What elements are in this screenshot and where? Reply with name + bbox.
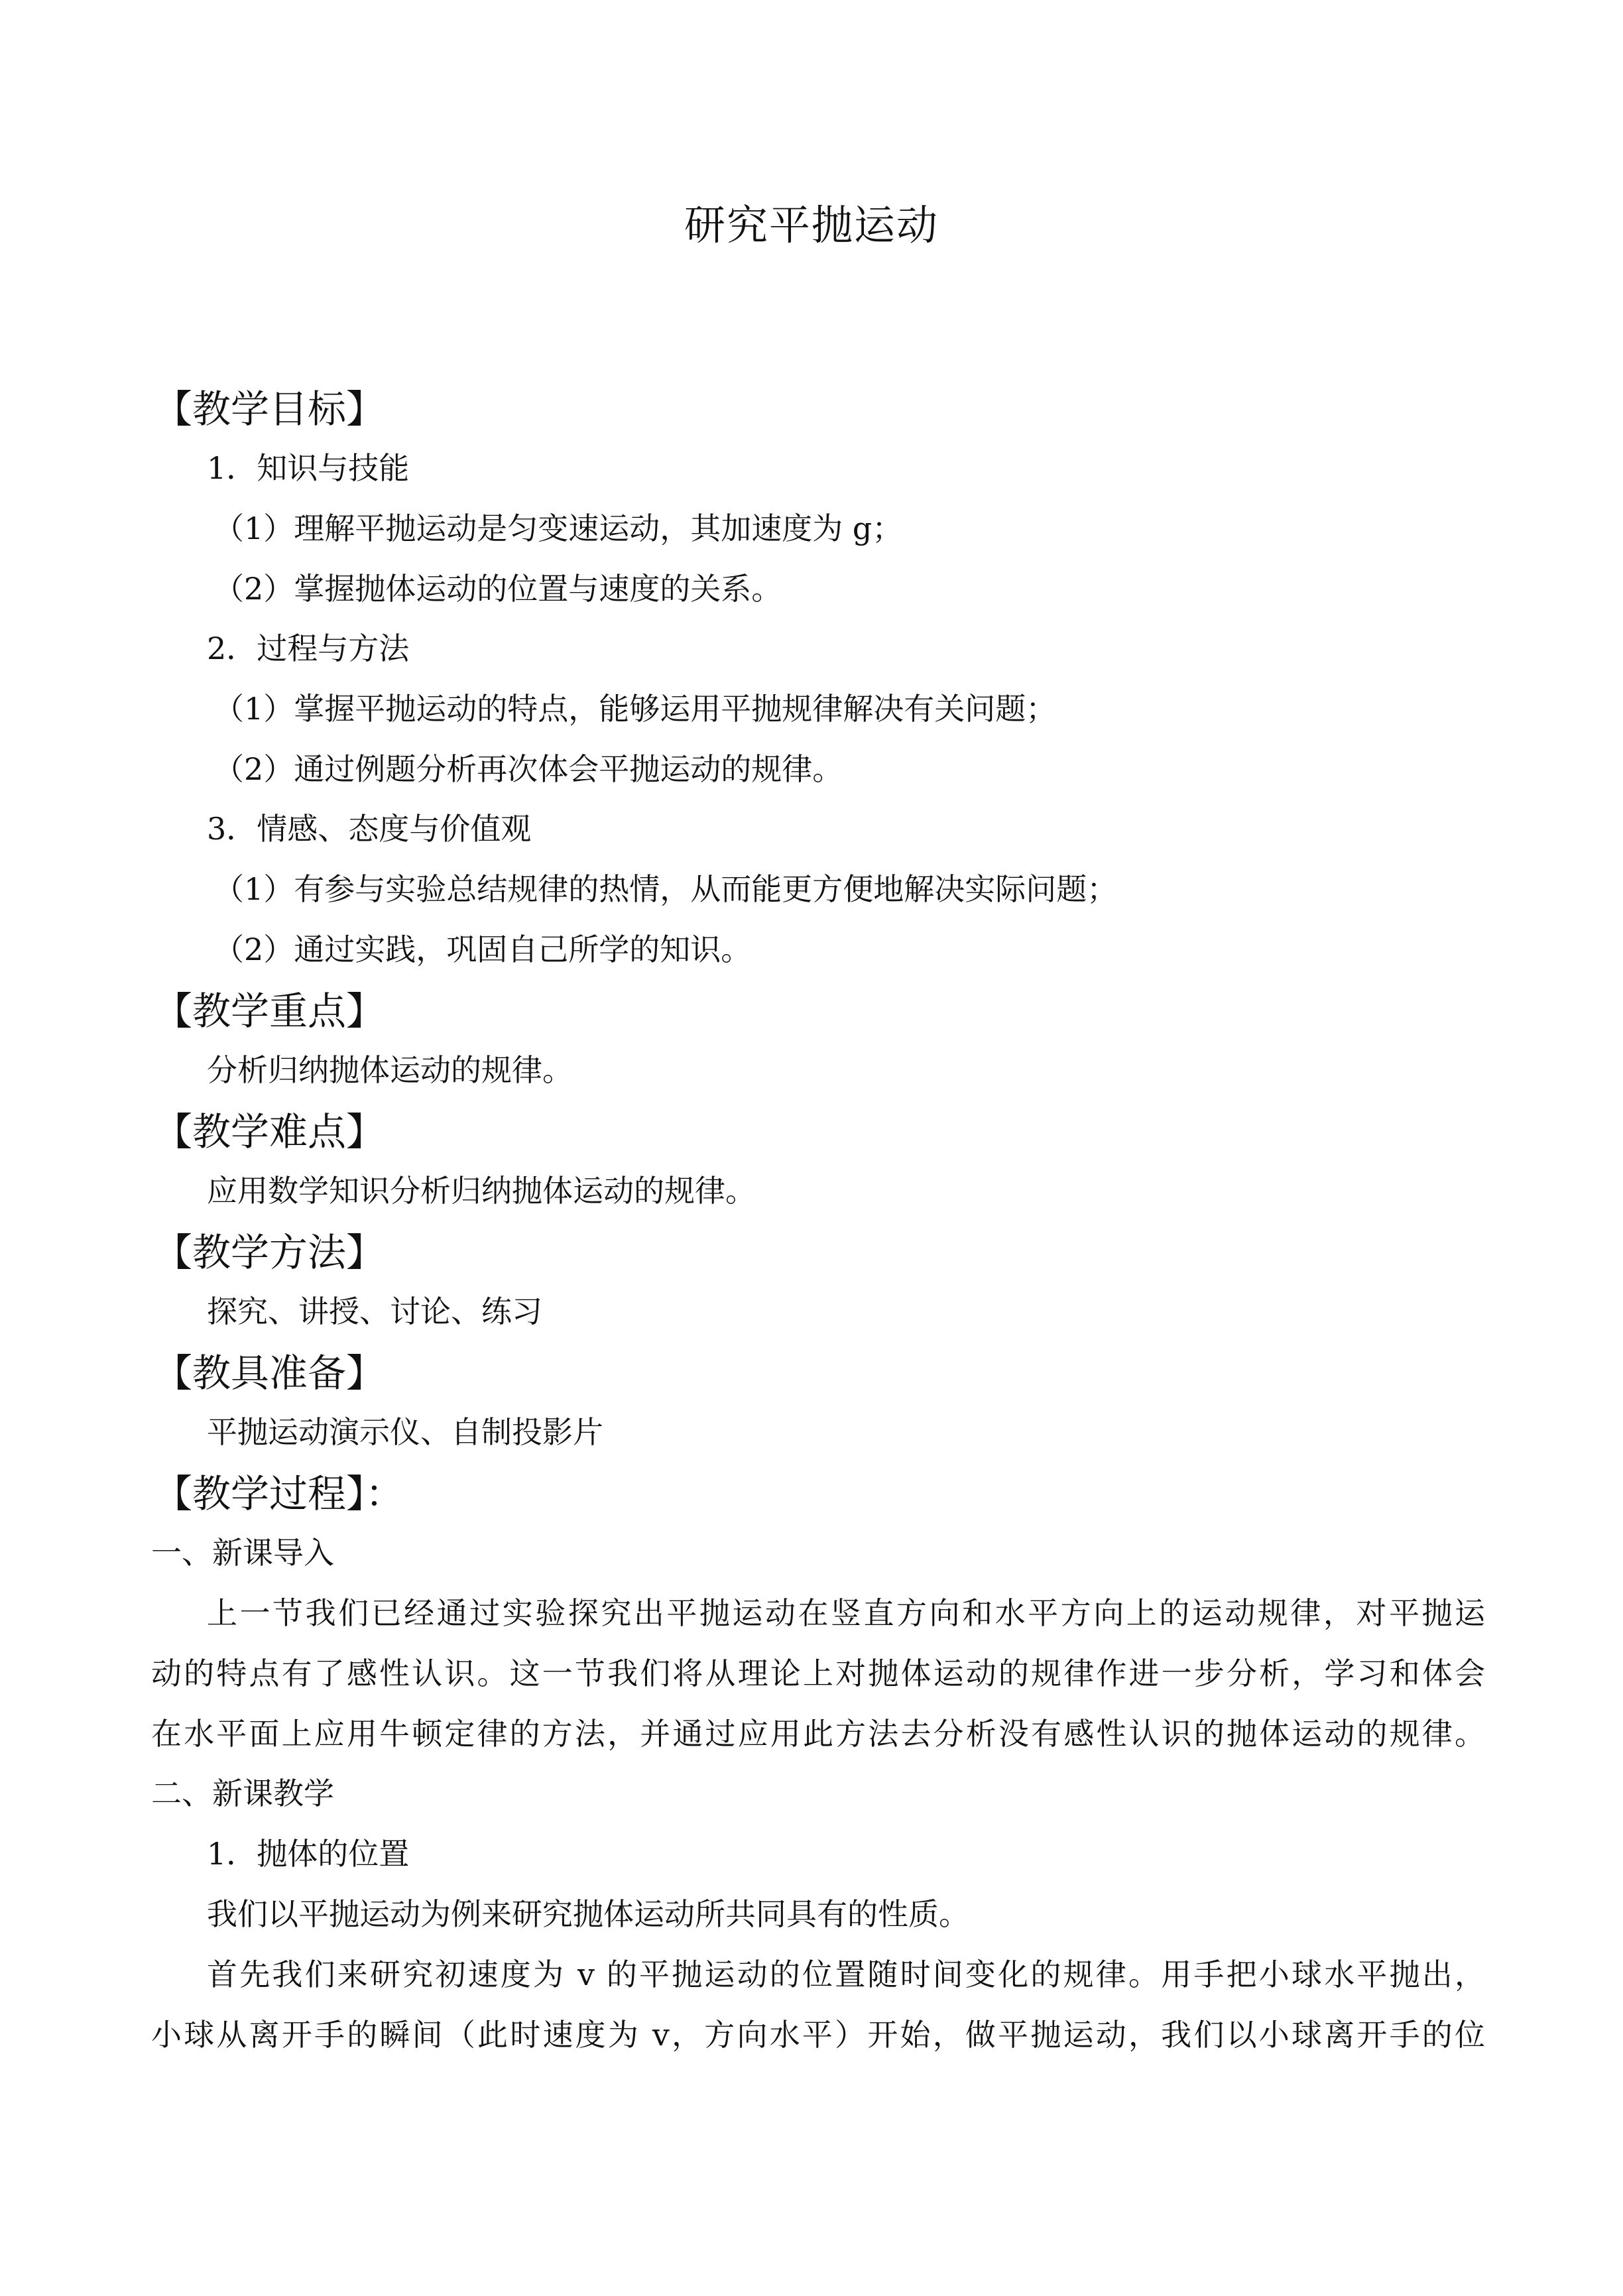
process-part2-line1: 首先我们来研究初速度为 v 的平抛运动的位置随时间变化的规律。用手把小球水平抛出， [207, 1957, 1485, 1992]
document-title: 研究平抛运动 [684, 201, 939, 249]
heading-tools: 【教具准备】 [154, 1351, 385, 1396]
process-part2-title: 二、新课教学 [151, 1776, 334, 1811]
goal-item-values: 3．情感、态度与价值观 [207, 811, 532, 847]
goal-process-sub1: （1）掌握平抛运动的特点，能够运用平抛规律解决有关问题； [213, 691, 1057, 727]
process-part1-line3: 在水平面上应用牛顿定律的方法，并通过应用此方法去分析没有感性认识的抛体运动的规律。 [151, 1716, 1485, 1752]
tools-text: 平抛运动演示仪、自制投影片 [207, 1414, 603, 1450]
methods-text: 探究、讲授、讨论、练习 [207, 1294, 542, 1329]
key-points-text: 分析归纳抛体运动的规律。 [207, 1052, 573, 1088]
goal-item-process: 2．过程与方法 [207, 631, 410, 666]
process-part1-line2: 动的特点有了感性认识。这一节我们将从理论上对抛体运动的规律作进一步分析，学习和体会 [151, 1656, 1485, 1691]
goal-item-knowledge: 1．知识与技能 [207, 450, 410, 486]
process-part2-item1: 1．抛体的位置 [207, 1836, 410, 1872]
process-part1-line1: 上一节我们已经通过实验探究出平抛运动在竖直方向和水平方向上的运动规律，对平抛运 [207, 1595, 1485, 1631]
heading-process: 【教学过程】： [154, 1471, 404, 1516]
goal-process-sub2: （2）通过例题分析再次体会平抛运动的规律。 [213, 751, 843, 787]
heading-key-points: 【教学重点】 [154, 989, 385, 1034]
heading-methods: 【教学方法】 [154, 1230, 385, 1275]
heading-difficulties: 【教学难点】 [154, 1109, 385, 1154]
goal-knowledge-sub2: （2）掌握抛体运动的位置与速度的关系。 [213, 571, 782, 607]
process-part2-line2: 小球从离开手的瞬间（此时速度为 v，方向水平）开始，做平抛运动，我们以小球离开手的位 [151, 2017, 1485, 2053]
goal-values-sub2: （2）通过实践，巩固自己所学的知识。 [213, 932, 752, 967]
goal-values-sub1: （1）有参与实验总结规律的热情，从而能更方便地解决实际问题； [213, 871, 1118, 907]
difficulties-text: 应用数学知识分析归纳抛体运动的规律。 [207, 1173, 756, 1209]
process-part1-title: 一、新课导入 [151, 1535, 334, 1571]
heading-teaching-goals: 【教学目标】 [154, 387, 385, 432]
process-part2-para1: 我们以平抛运动为例来研究抛体运动所共同具有的性质。 [207, 1896, 969, 1932]
goal-knowledge-sub1: （1）理解平抛运动是匀变速运动，其加速度为 g； [213, 511, 903, 546]
